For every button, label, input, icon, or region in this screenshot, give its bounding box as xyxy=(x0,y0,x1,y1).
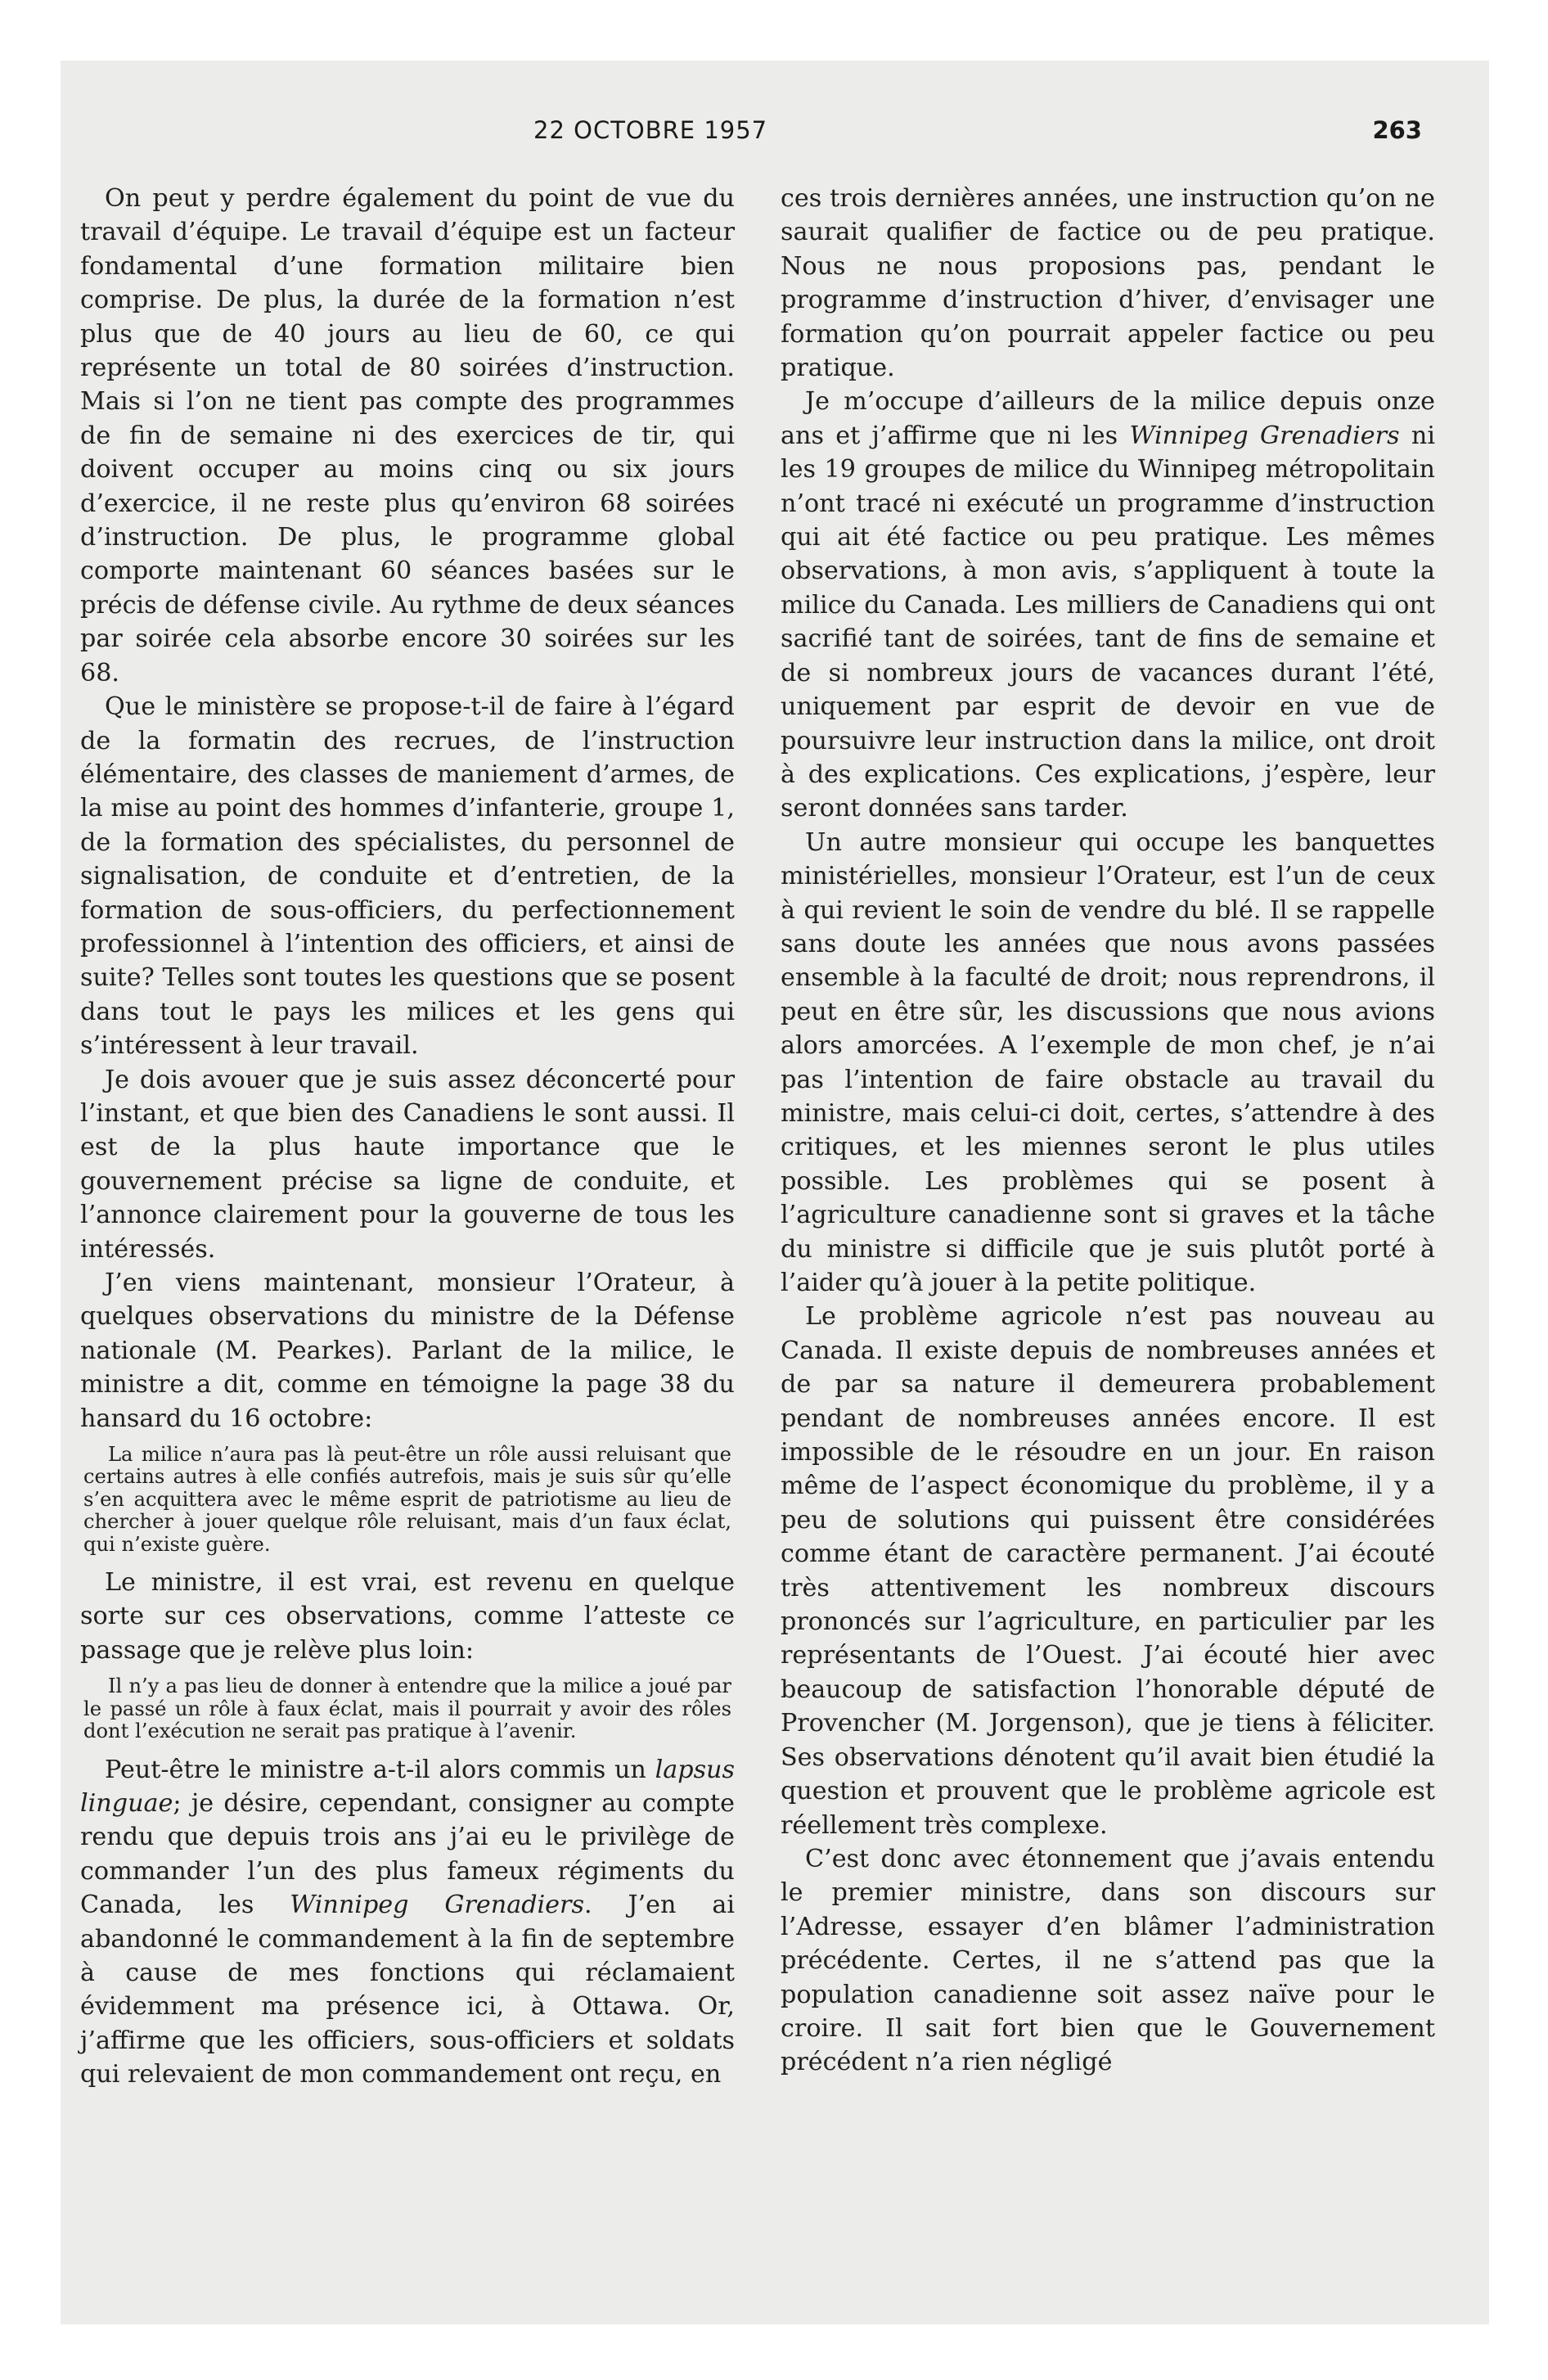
block-quote: La milice n’aura pas là peut-être un rôle aussi reluisant que certains autres à elle confiés autrefois, mais je suis sûr qu’elle s’en acquittera avec le même esprit de patriotisme au lieu de chercher à jouer quelque rôle reluisant, mais d’un faux éclat, qui n’existe guère. xyxy=(83,1443,731,1556)
paragraph: J’en viens maintenant, monsieur l’Orateur, à quelques observations du ministre de la Défense nationale (M. Pearkes). Parlant de la milice, le ministre a dit, comme en témoigne la page 38 du hansard du 16 octobre: xyxy=(80,1269,735,1433)
paragraph: Que le ministère se propose-t-il de faire à l’égard de la formatin des recrues, de l’instruction élémentaire, des classes de maniement d’armes, de la mise au point des hommes d’infanterie, groupe 1, de la formation des spécialistes, du personnel de signalisation, de conduite et d’entretien, de la formation de sous-officiers, du perfectionnement professionnel à l’intention des officiers, et ainsi de suite? Telles sont toutes les questions que se posent dans tout le pays les milices et les gens qui s’intéressent à leur travail. xyxy=(80,692,735,1061)
paragraph: Le ministre, il est vrai, est revenu en quelque sorte sur ces observations, comme l’atteste ce passage que je relève plus loin: xyxy=(80,1568,735,1665)
paragraph: C’est donc avec étonnement que j’avais entendu le premier ministre, dans son discours sur l’Adresse, essayer d’en blâmer l’administration précédente. Certes, il ne s’attend pas que la population canadienne soit assez naïve pour le croire. Il sait fort bien que le Gouvernement précédent n’a rien négligé xyxy=(781,1844,1435,2077)
text-run: ; je désire, cependant, consigner au compte rendu que depuis trois ans j’ai eu le privilège de commander l’un des plus fameux régiments du Canada, les xyxy=(80,1788,735,1920)
scanned-page xyxy=(61,61,1489,2324)
italic-phrase: lapsus linguae xyxy=(80,1755,735,1818)
page-number: 263 xyxy=(1372,116,1422,144)
paragraph: Le problème agricole n’est pas nouveau au Canada. Il existe depuis de nombreuses années et de par sa nature il demeurera probablement pendant de nombreuses années encore. Il est impossible de le résoudre en un jour. En raison même de l’aspect économique du problème, il y a peu de solutions qui puissent être considérées comme étant de caractère permanent. J’ai écouté très attentivement les nombreux discours prononcés sur l’agriculture, en particulier par les représentants de l’Ouest. J’ai écouté hier avec beaucoup de satisfaction l’honorable député de Provencher (M. Jorgenson), que je tiens à féliciter. Ses observations dénotent qu’il avait bien étudié la question et prouvent que le problème agricole est réellement très complexe. xyxy=(781,1302,1435,1840)
page-header xyxy=(61,116,1489,162)
paragraph: Un autre monsieur qui occupe les banquettes ministérielles, monsieur l’Orateur, est l’un de ceux à qui revient le soin de vendre du blé. Il se rappelle sans doute les années que nous avons passées ensemble à la faculté de droit; nous reprendrons, il peut en être sûr, les discussions que nous avions alors amorcées. A l’exemple de mon chef, je n’ai pas l’intention de faire obstacle au travail du ministre, mais celui-ci doit, certes, s’attendre à des critiques, et les miennes seront le plus utiles possible. Les problèmes qui se posent à l’agriculture canadienne sont si graves et la tâche du ministre si difficile que je suis plutôt porté à l’aider qu’à jouer à la petite politique. xyxy=(781,827,1435,1297)
paragraph: ces trois dernières années, une instruction qu’on ne saurait qualifier de factice ou de peu pratique. Nous ne nous proposions pas, pendant le programme d’instruction d’hiver, d’envisager une formation qu’on pourrait appeler factice ou peu pratique. xyxy=(781,184,1435,383)
paragraph xyxy=(80,1753,735,2092)
text-run: . J’en ai abandonné le commandement à la fin de septembre à cause de mes fonctions qui réclamaient évidemment ma présence ici, à Ottawa. Or, j’affirme que les officiers, sous-officiers et soldats qui relevaient de mon commandement ont reçu, en xyxy=(80,1891,735,2089)
block-quote: Il n’y a pas lieu de donner à entendre que la milice a joué par le passé un rôle à faux éclat, mais il pourrait y avoir des rôles dont l’exécution ne serait pas pratique à l’avenir. xyxy=(83,1675,731,1743)
italic-phrase: Winnipeg Grenadiers xyxy=(1129,421,1400,450)
paragraph xyxy=(781,385,1435,825)
page-date: 22 OCTOBRE 1957 xyxy=(533,116,768,144)
right-column xyxy=(781,182,1435,2080)
paragraph: On peut y perdre également du point de vue du travail d’équipe. Le travail d’équipe est un facteur fondamental d’une formation militaire bien comprise. De plus, la durée de la formation n’est plus que de 40 jours au lieu de 60, ce qui représente un total de 80 soirées d’instruction. Mais si l’on ne tient pas compte des programmes de fin de semaine ni des exercices de tir, qui doivent occuper au moins cinq ou six jours d’exercice, il ne reste plus qu’environ 68 soirées d’instruction. De plus, le programme global comporte maintenant 60 séances basées sur le précis de défense civile. Au rythme de deux séances par soirée cela absorbe encore 30 soirées sur les 68. xyxy=(80,184,735,687)
paragraph: Je dois avouer que je suis assez déconcerté pour l’instant, et que bien des Canadiens le sont aussi. Il est de la plus haute importance que le gouvernement précise sa ligne de conduite, et l’annonce clairement pour la gouverne de tous les intéressés. xyxy=(80,1065,735,1264)
text-run: ni les 19 groupes de milice du Winnipeg métropolitain n’ont tracé ni exécuté un programme d’instruction qui ait été factice ou peu pratique. Les mêmes observations, à mon avis, s’appliquent à toute la milice du Canada. Les milliers de Canadiens qui ont sacrifié tant de soirées, tant de fins de semaine et de si nombreux jours de vacances durant l’été, uniquement par esprit de devoir en vue de poursuivre leur instruction dans la milice, ont droit à des explications. Ces explications, j’espère, leur seront données sans tarder. xyxy=(781,421,1435,823)
text-run: Peut-être le ministre a-t-il alors commis un xyxy=(105,1755,655,1784)
left-column xyxy=(80,182,735,2092)
text-run: Je m’occupe d’ailleurs de la milice depuis onze ans et j’affirme que ni les xyxy=(781,387,1435,450)
italic-phrase: Winnipeg Grenadiers xyxy=(290,1891,584,1920)
